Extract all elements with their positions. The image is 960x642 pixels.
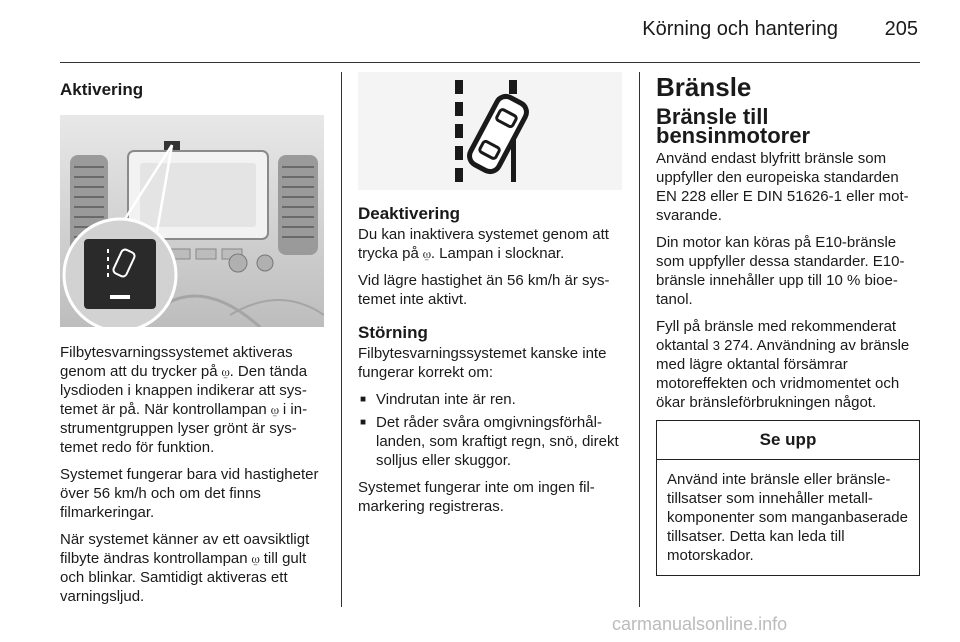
dashboard-button-photo bbox=[60, 115, 324, 327]
fuel-paragraph-3: Fyll på bränsle med rekommenderat oktantal 3 274. Användning av bränsle med lägre oktantal försämrar motoreffekten och vridmomentet och ökar bränsleförbrukningen något. bbox=[656, 318, 910, 411]
page-reference-icon: 3 bbox=[712, 338, 720, 353]
page-number: 205 bbox=[884, 18, 918, 40]
deactivation-paragraph-1: Du kan inaktivera systemet genom att trycka på ⍹. Lampan i slocknar. bbox=[358, 226, 609, 262]
column-divider-2 bbox=[639, 72, 640, 607]
caution-box bbox=[656, 420, 920, 576]
lane-departure-icon: ⍹ bbox=[270, 402, 279, 417]
activation-paragraph-3: När systemet känner av ett oavsiktligt filbyte ändras kontrollampan ⍹ till gult och blinkar. Samtidigt aktiveras ett varningsljud. bbox=[60, 531, 310, 605]
lane-departure-icon: ⍹ bbox=[221, 364, 230, 379]
fault-outro: Systemet fungerar inte om ingen filmarkering registreras. bbox=[358, 479, 595, 515]
petrol-fuel-subheading: Bränsle till bensinmotorer bbox=[656, 104, 811, 148]
chapter-title: Körning och hantering bbox=[642, 18, 838, 40]
fuel-paragraph-2: Din motor kan köras på E10-bränsle som uppfyller dessa standarder. E10-bränsle innehåller upp till 10 % bioetanol. bbox=[656, 234, 905, 308]
deactivation-heading: Deaktivering bbox=[358, 204, 461, 223]
fuel-paragraph-1: Använd endast blyfritt bränsle som uppfyller den europeiska standarden EN 228 eller E DIN 51626-1 eller motsvarande. bbox=[656, 150, 909, 224]
column-3 bbox=[656, 72, 920, 576]
lane-departure-icon bbox=[358, 72, 622, 190]
list-item: ■ Det råder svåra omgivningsförhållanden, som kraftigt regn, snö, direkt solljus eller skuggor. bbox=[358, 413, 624, 470]
page-header bbox=[60, 0, 920, 63]
activation-heading: Aktivering bbox=[60, 80, 144, 99]
fault-intro: Filbytesvarningssystemet kanske inte fungerar korrekt om: bbox=[358, 345, 607, 381]
lane-departure-icon: ⍹ bbox=[423, 246, 431, 261]
caution-text: Använd inte bränsle eller bränsletillsatser som innehåller metallkomponenter som manganbaserade tillsatser. Detta kan leda till motorskador. bbox=[667, 471, 908, 564]
fuel-heading: Bränsle bbox=[656, 72, 752, 102]
deactivation-paragraph-2: Vid lägre hastighet än 56 km/h är systemet inte aktivt. bbox=[358, 272, 610, 308]
activation-paragraph-2: Systemet fungerar bara vid hastigheter över 56 km/h och om det finns filmarkeringar. bbox=[60, 466, 319, 521]
activation-paragraph-1: Filbytesvarningssystemet aktiveras genom att du trycker på ⍹. Den tända lysdioden i knappen indikerar att systemet är på. När kontrollampan ⍹ i instrumentgruppen lyser grönt är systemet redo för funktion. bbox=[60, 344, 308, 456]
fault-list bbox=[358, 390, 624, 470]
watermark: carmanualsonline.info bbox=[612, 614, 788, 634]
caution-title: Se upp bbox=[657, 421, 919, 460]
column-1 bbox=[60, 72, 326, 614]
fault-heading: Störning bbox=[358, 323, 428, 342]
lane-departure-icon: ⍹ bbox=[251, 551, 260, 566]
column-divider-1 bbox=[341, 72, 342, 607]
column-2 bbox=[358, 72, 624, 524]
list-item: ■ Vindrutan inte är ren. bbox=[358, 390, 624, 409]
